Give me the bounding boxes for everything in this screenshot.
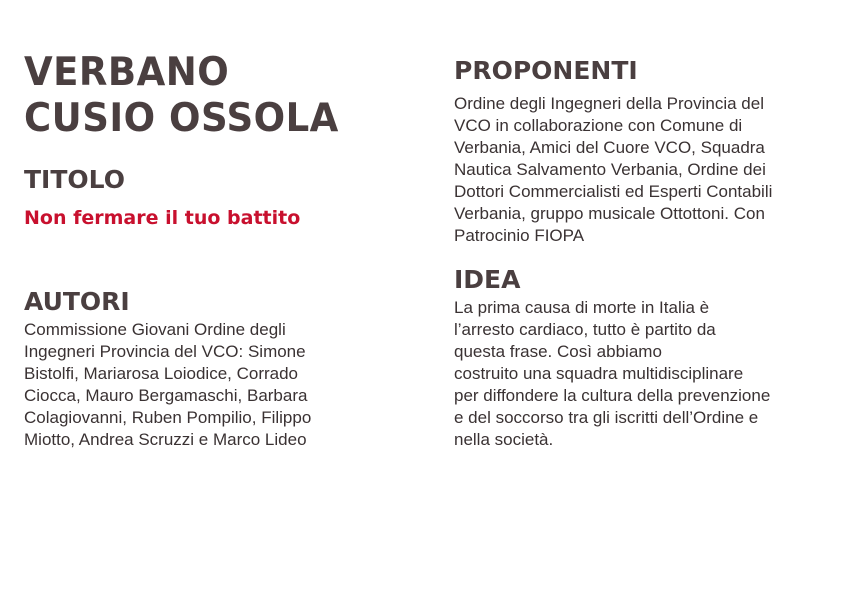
project-title: Non fermare il tuo battito xyxy=(24,207,301,229)
proponenti-line: Ordine degli Ingegneri della Provincia del xyxy=(454,94,764,113)
proponenti-line: Patrocinio FIOPA xyxy=(454,226,585,245)
autori-line: Commissione Giovani Ordine degli xyxy=(24,320,286,339)
idea-line: per diffondere la cultura della prevenzione xyxy=(454,386,771,405)
proponenti-line: Nautica Salvamento Verbania, Ordine dei xyxy=(454,160,766,179)
proponenti-line: Verbania, Amici del Cuore VCO, Squadra xyxy=(454,138,765,157)
proponenti-line: VCO in collaborazione con Comune di xyxy=(454,116,743,135)
region-title-line-2: CUSIO OSSOLA xyxy=(24,96,339,141)
region-title xyxy=(24,50,339,142)
autori-heading: AUTORI xyxy=(24,287,130,316)
autori-line: Bistolfi, Mariarosa Loiodice, Corrado xyxy=(24,364,299,383)
idea-line: La prima causa di morte in Italia è xyxy=(454,298,710,317)
autori-line: Ingegneri Provincia del VCO: Simone xyxy=(24,342,306,361)
proponenti-heading: PROPONENTI xyxy=(454,56,638,85)
autori-line: Ciocca, Mauro Bergamaschi, Barbara xyxy=(24,386,308,405)
idea-heading: IDEA xyxy=(454,265,521,294)
idea-line: e del soccorso tra gli iscritti dell’Ordine e xyxy=(454,408,759,427)
proponenti-text xyxy=(454,93,772,247)
region-title-line-1: VERBANO xyxy=(24,50,230,95)
proponenti-line: Dottori Commercialisti ed Esperti Contabili xyxy=(454,182,773,201)
autori-text xyxy=(24,319,311,451)
autori-line: Colagiovanni, Ruben Pompilio, Filippo xyxy=(24,408,312,427)
proponenti-line: Verbania, gruppo musicale Ottottoni. Con xyxy=(454,204,765,223)
titolo-heading: TITOLO xyxy=(24,165,125,194)
idea-line: l’arresto cardiaco, tutto è partito da xyxy=(454,320,716,339)
idea-text xyxy=(454,297,770,451)
idea-line: nella società. xyxy=(454,430,554,449)
autori-line: Miotto, Andrea Scruzzi e Marco Lideo xyxy=(24,430,307,449)
idea-line: questa frase. Così abbiamo xyxy=(454,342,662,361)
idea-line: costruito una squadra multidisciplinare xyxy=(454,364,744,383)
